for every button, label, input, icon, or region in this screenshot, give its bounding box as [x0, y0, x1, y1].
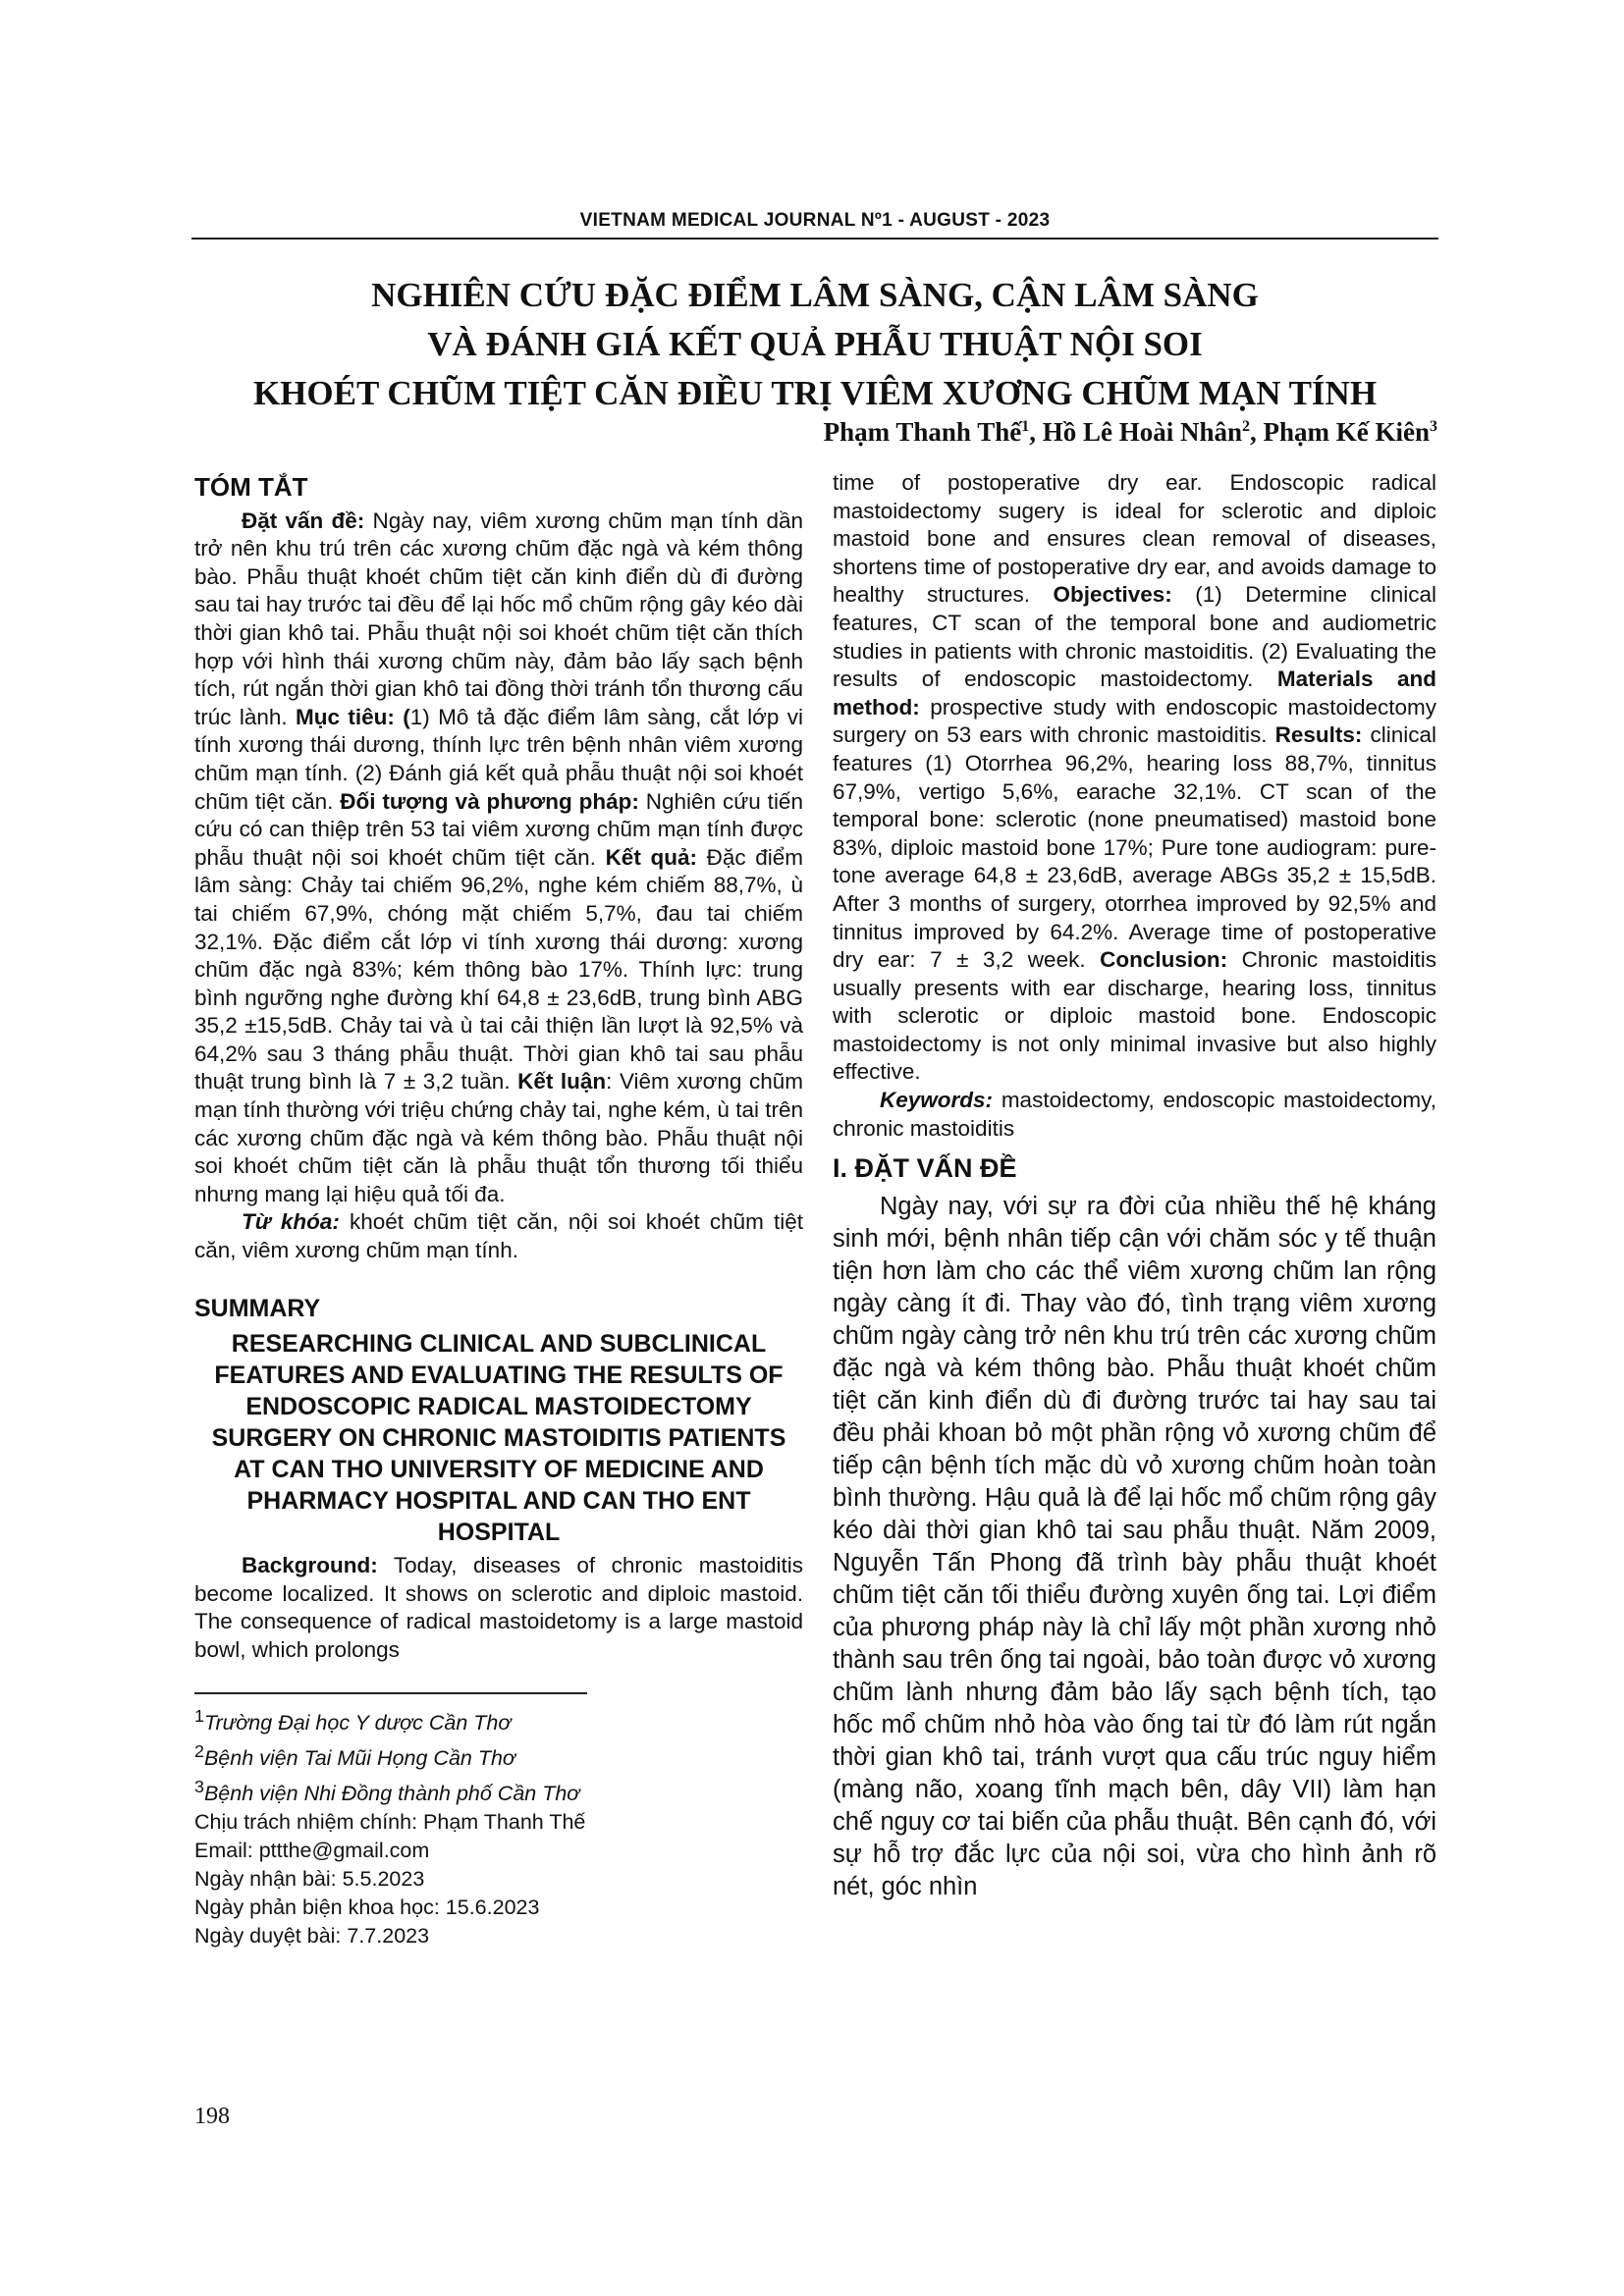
- conclusion-text: : Viêm xương chũm mạn tính thường với triệu chứng chảy tai, nghe kém, ù tai trên các xương chũm đặc ngà và kém thông bào. Phẫu thuật nội soi khoét chũm tiệt căn là phẫu thuật tổn thương tối thiểu nhưng mang lại hiệu quả tối đa.: [194, 1069, 803, 1206]
- footnote-received: Ngày nhận bài: 5.5.2023: [194, 1867, 425, 1892]
- title-line-3: KHOÉT CHŨM TIỆT CĂN ĐIỀU TRỊ VIÊM XƯƠNG CHŨM MẠN TÍNH: [252, 374, 1378, 412]
- summary-paragraph-continued: [833, 469, 1436, 1087]
- abstract-heading: TÓM TẮT: [194, 472, 308, 502]
- summary-heading: SUMMARY: [194, 1294, 321, 1322]
- footnote-mark: 3: [194, 1776, 204, 1796]
- summary-paragraph-start: [194, 1552, 803, 1664]
- summary-method-label: Materials and method:: [833, 667, 1436, 720]
- footnote-mark: 2: [194, 1740, 204, 1761]
- article-title: [191, 271, 1438, 418]
- summary-keywords-text: mastoidectomy, endoscopic mastoidectomy, chronic mastoiditis: [833, 1088, 1436, 1141]
- footnote-mark: 1: [194, 1705, 204, 1726]
- summary-results-label: Results:: [1274, 722, 1363, 748]
- keywords-text: khoét chũm tiệt căn, nội soi khoét chũm tiệt căn, viêm xương chũm mạn tính.: [194, 1209, 803, 1263]
- summary-conclusion-text: Chronic mastoiditis usually presents with ear discharge, hearing loss, tinnitus with sclerotic or diploic mastoid bone. Endoscopic mastoidectomy is not only minimal invasive but also highly effective.: [833, 947, 1436, 1085]
- footnote-affiliation-3: [194, 1773, 803, 1808]
- intro-paragraph: Ngày nay, với sự ra đời của nhiều thế hệ kháng sinh mới, bệnh nhân tiếp cận với chăm sóc y tế thuận tiện hơn làm cho các thể viêm xương chũm lan rộng ngày càng ít đi. Thay vào đó, tình trạng viêm xương chũm ngày càng trở nên khu trú trên các xương chũm đặc ngà và kém thông bào. Phẫu thuật khoét chũm tiệt căn kinh điển dù đi đường trước tai hay sau tai đều phải khoan bỏ một phần rộng vỏ xương chũm để tiếp cận bệnh tích mặc dù vỏ xương chũm hoàn toàn bình thường. Hậu quả là để lại hốc mổ chũm rộng gây kéo dài thời gian khô tai sau phẫu thuật. Năm 2009, Nguyễn Tấn Phong đã trình bày phẫu thuật khoét chũm tiệt căn tối thiểu đường xuyên ống tai. Lợi điểm của phương pháp này là chỉ lấy một phần xương nhỏ thành sau trên ống tai ngoài, bảo toàn được vỏ xương chũm lành nhưng đảm bảo lấy sạch bệnh tích, tạo hốc mổ chũm nhỏ hòa vào ống tai từ đó làm rút ngắn thời gian khô tai, tránh vượt qua cấu trúc nguy hiểm (màng não, xoang tĩnh mạch bên, dây VII) làm hạn chế nguy cơ tai biến của phẫu thuật. Bên cạnh đó, với sự hỗ trợ đắc lực của nội soi, vừa cho hình ảnh rõ nét, góc nhìn: [833, 1192, 1436, 1900]
- abstract-vi-paragraph: [194, 507, 803, 1209]
- footnote-email[interactable]: Email: pttthe@gmail.com: [194, 1839, 430, 1863]
- footnote-accepted: Ngày duyệt bài: 7.7.2023: [194, 1924, 430, 1949]
- author-list: [824, 417, 1437, 448]
- left-column: [194, 469, 803, 1950]
- summary-background-label: Background:: [242, 1553, 378, 1578]
- footnote-rule: [194, 1692, 587, 1694]
- objective-label: Mục tiêu: (: [296, 704, 410, 729]
- author-affiliation-mark: 2: [1242, 418, 1250, 435]
- affiliation-text: Bệnh viện Nhi Đồng thành phố Cần Thơ: [203, 1782, 580, 1806]
- footnote-affiliation-2: [194, 1737, 803, 1773]
- author-name: Hồ Lê Hoài Nhân: [1042, 417, 1242, 447]
- author-affiliation-mark: 3: [1430, 418, 1437, 435]
- title-line-2: VÀ ĐÁNH GIÁ KẾT QUẢ PHẪU THUẬT NỘI SOI: [427, 325, 1203, 363]
- summary-method-text: prospective study with endoscopic mastoidectomy surgery on 53 ears with chronic mastoiditis.: [833, 694, 1436, 748]
- method-label: Đối tượng và phương pháp:: [340, 788, 639, 814]
- page-number: 198: [194, 2104, 230, 2129]
- summary-conclusion-label: Conclusion:: [1100, 947, 1228, 973]
- affiliation-text: Trường Đại học Y dược Cần Thơ: [203, 1710, 512, 1735]
- results-label: Kết quả:: [605, 844, 697, 870]
- summary-objectives-label: Objectives:: [1053, 582, 1172, 608]
- footnote-affiliation-1: [194, 1702, 803, 1737]
- background-label: Đặt vấn đề:: [242, 507, 365, 533]
- keywords-label: Từ khóa:: [242, 1209, 340, 1235]
- right-column: [833, 469, 1436, 1903]
- affiliation-text: Bệnh viện Tai Mũi Họng Cần Thơ: [203, 1745, 515, 1770]
- summary-background-text-continued: time of postoperative dry ear. Endoscopic radical mastoidectomy sugery is ideal for sclerotic and diploic mastoid bone and ensures clean removal of diseases, shortens time of postoperative dry ear, and avoids damage to healthy structures.: [833, 470, 1436, 608]
- summary-keywords-label: Keywords:: [880, 1088, 994, 1113]
- intro-heading: I. ĐẶT VẤN ĐỀ: [833, 1153, 1017, 1184]
- summary-background-text: Today, diseases of chronic mastoiditis become localized. It shows on sclerotic and diploic mastoid. The consequence of radical mastoidetomy is a large mastoid bowl, which prolongs: [194, 1553, 803, 1662]
- author-separator: ,: [1029, 417, 1043, 447]
- summary-objectives-text: (1) Determine clinical features, CT scan of the temporal bone and audiometric studies in patients with chronic mastoiditis. (2) Evaluating the results of endoscopic mastoidectomy.: [833, 582, 1436, 692]
- method-text: Nghiên cứu tiến cứu có can thiệp trên 53 tai viêm xương chũm mạn tính được phẫu thuật nội soi khoét chũm tiệt căn.: [194, 788, 803, 870]
- journal-header: VIETNAM MEDICAL JOURNAL Nº1 - AUGUST - 2023: [579, 210, 1051, 231]
- footnote-responsible: Chịu trách nhiệm chính: Phạm Thanh Thế: [194, 1810, 586, 1835]
- header-rule: [191, 238, 1438, 240]
- author-affiliation-mark: 1: [1021, 418, 1030, 435]
- keywords-vi: [194, 1208, 803, 1264]
- title-line-1: NGHIÊN CỨU ĐẶC ĐIỂM LÂM SÀNG, CẬN LÂM SÀNG: [371, 276, 1259, 314]
- footnote-reviewed: Ngày phản biện khoa học: 15.6.2023: [194, 1896, 540, 1920]
- author-name: Phạm Kế Kiên: [1263, 417, 1430, 447]
- background-text: Ngày nay, viêm xương chũm mạn tính dần trở nên khu trú trên các xương chũm đặc ngà và kém thông bào. Phẫu thuật khoét chũm tiệt căn kinh điển dù đi đường sau tai hay trước tai đều để lại hốc mổ chũm rộng gây kéo dài thời gian khô tai. Phẫu thuật nội soi khoét chũm tiệt căn thích hợp với hình thái xương chũm này, đảm bảo lấy sạch bệnh tích, rút ngắn thời gian khô tai đồng thời tránh tổn thương cấu trúc lành.: [194, 507, 803, 729]
- summary-title: RESEARCHING CLINICAL AND SUBCLINICAL FEATURES AND EVALUATING THE RESULTS OF ENDOSCOPIC RADICAL MASTOIDECTOMY SURGERY ON CHRONIC MASTOIDITIS PATIENTS AT CAN THO UNIVERSITY OF MEDICINE AND PHARMACY HOSPITAL AND CAN THO ENT HOSPITAL: [211, 1330, 786, 1547]
- author-separator: ,: [1250, 417, 1264, 447]
- summary-results-text: clinical features (1) Otorrhea 96,2%, hearing loss 88,7%, tinnitus 67,9%, vertigo 5,6%, earache 32,1%. CT scan of the temporal bone: sclerotic (none pneumatised) mastoid bone 83%, diploic mastoid bone 17%; Pure tone audiogram: pure-tone average 64,8 ± 23,6dB, average ABGs 35,2 ± 15,5dB. After 3 months of surgery, otorrhea improved by 92,5% and tinnitus improved by 64.2%. Average time of postoperative dry ear: 7 ± 3,2 week.: [833, 722, 1436, 973]
- summary-keywords: [833, 1087, 1436, 1143]
- author-name: Phạm Thanh Thế: [823, 417, 1022, 447]
- objective-text: 1) Mô tả đặc điểm lâm sàng, cắt lớp vi tính xương thái dương, thính lực trên bệnh nhân viêm xương chũm mạn tính. (2) Đánh giá kết quả phẫu thuật nội soi khoét chũm tiệt căn.: [194, 704, 803, 814]
- results-text: Đặc điểm lâm sàng: Chảy tai chiếm 96,2%, nghe kém chiếm 88,7%, ù tai chiếm 67,9%, chóng mặt chiếm 5,7%, đau tai chiếm 32,1%. Đặc điểm cắt lớp vi tính xương thái dương: xương chũm đặc ngà 83%; kém thông bào 17%. Thính lực: trung bình ngưỡng nghe đường khí 64,8 ± 23,6dB, trung bình ABG 35,2 ±15,5dB. Chảy tai và ù tai cải thiện lần lượt là 92,5% và 64,2% sau 3 tháng phẫu thuật. Thời gian khô tai sau phẫu thuật trung bình là 7 ± 3,2 tuần.: [194, 844, 804, 1095]
- conclusion-label: Kết luận: [517, 1069, 607, 1095]
